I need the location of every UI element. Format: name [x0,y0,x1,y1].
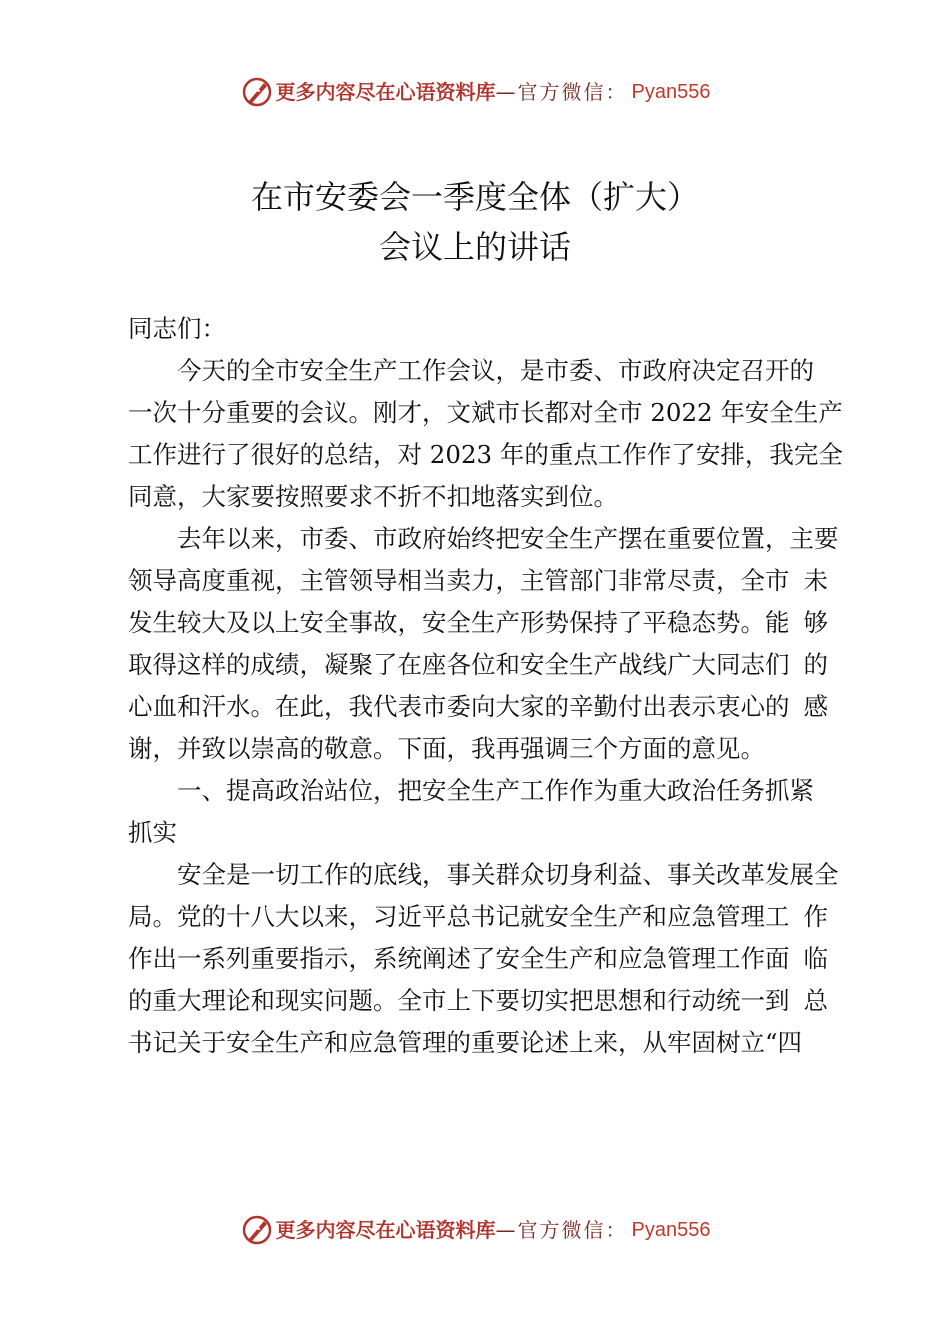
header-watermark [0,72,950,112]
body-line: 发生较大及以上安全事故，安全生产形势保持了平稳态势。能 够 [128,608,828,637]
watermark-official-label: —官方微信： [495,1218,628,1242]
body-line: 书记关于安全生产和应急管理的重要论述上来，从牢固树立“四 [128,1028,803,1057]
quill-logo-icon [240,75,274,109]
body-line: 今天的全市安全生产工作会议，是市委、市政府决定召开的 [177,356,814,385]
quill-logo-icon [240,1213,274,1247]
salutation: 同志们： [128,314,226,343]
body-line: 谢，并致以崇高的敬意。下面，我再强调三个方面的意见。 [128,734,765,763]
body-line: 一次十分重要的会议。刚才，文斌市长都对全市 2022 年安全生产 [128,398,843,427]
body-line: 取得这样的成绩，凝聚了在座各位和安全生产战线广大同志们 的 [128,650,828,679]
watermark-brand: 更多内容尽在心语资料库 [275,1218,496,1242]
body-line: 安全是一切工作的底线，事关群众切身利益、事关改革发展 全 [177,860,839,889]
body-line: 的重大理论和现实问题。全市上下要切实把思想和行动统一到 总 [128,986,828,1015]
body-line: 同意，大家要按照要求不折不扣地落实到位。 [128,482,618,511]
body-line: 领导高度重视，主管领导相当卖力，主管部门非常尽责，全市 未 [128,566,828,595]
title-line-2: 会议上的讲话 [378,228,571,266]
watermark-wechat-id: Pyan556 [631,81,711,103]
document-title [0,172,950,272]
watermark-official-label: —官方微信： [495,80,628,104]
watermark-brand: 更多内容尽在心语资料库 [275,80,496,104]
watermark-wechat-id: Pyan556 [631,1219,711,1241]
section-heading-cont: 抓实 [128,818,177,847]
document-body [128,308,843,1064]
section-heading: 一、提高政治站位，把安全生产工作作为重大政治任务抓紧 [177,776,814,805]
footer-watermark [0,1210,950,1250]
body-line: 工作进行了很好的总结，对 2023 年的重点工作作了安排，我完全 [128,440,843,469]
body-line: 心血和汗水。在此，我代表市委向大家的辛勤付出表示衷心的 感 [128,692,828,721]
body-line: 局。党的十八大以来，习近平总书记就安全生产和应急管理工 作 [128,902,828,931]
title-line-1: 在市安委会一季度全体（扩大） [250,178,699,216]
body-line: 作出一系列重要指示，系统阐述了安全生产和应急管理工作面 临 [128,944,828,973]
body-line: 去年以来，市委、市政府始终把安全生产摆在重要位置，主 要 [177,524,839,553]
